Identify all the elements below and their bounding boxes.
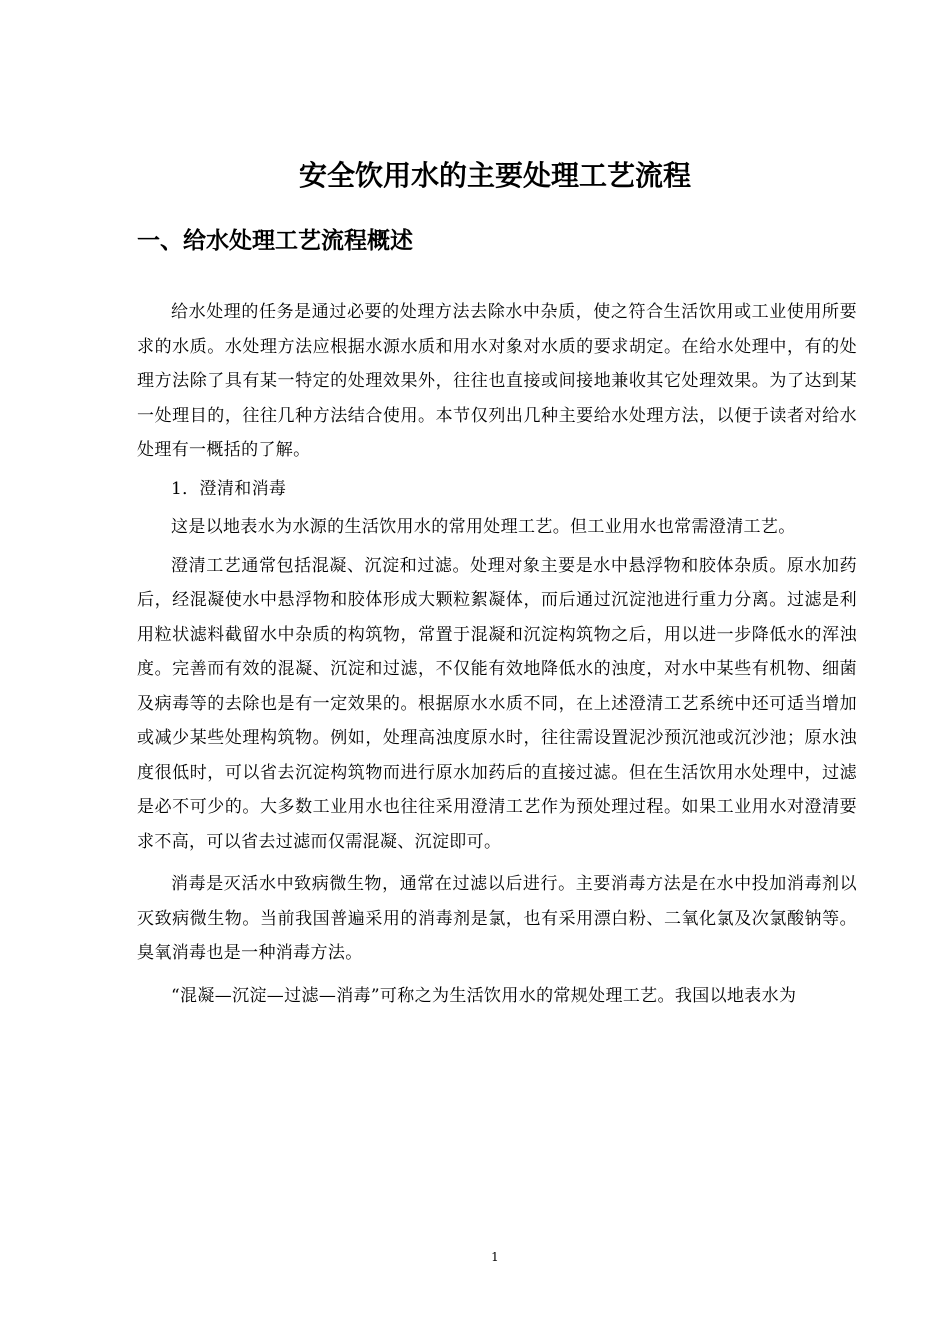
paragraph-disinfection: 消毒是灭活水中致病微生物，通常在过滤以后进行。主要消毒方法是在水中投加消毒剂以灭致病微生物。当前我国普遍采用的消毒剂是氯，也有采用漂白粉、二氧化氯及次氯酸钠等。臭氧消毒也是一种消毒方法。: [137, 874, 857, 963]
body-text: [137, 295, 857, 1013]
document-title: 安全饮用水的主要处理工艺流程: [298, 159, 691, 192]
section-heading: 一、给水处理工艺流程概述: [137, 228, 413, 254]
paragraph-intro: 给水处理的任务是通过必要的处理方法去除水中杂质，使之符合生活饮用或工业使用所要求的水质。水处理方法应根据水源水质和用水对象对水质的要求胡定。在给水处理中，有的处理方法除了具有某一特定的处理效果外，往往也直接或间接地兼收其它处理效果。为了达到某一处理目的，往往几种方法结合使用。本节仅列出几种主要给水处理方法，以便于读者对给水处理有一概括的了解。: [137, 302, 857, 460]
page-number: 1: [491, 1250, 499, 1264]
paragraph-clarification: 澄清工艺通常包括混凝、沉淀和过滤。处理对象主要是水中悬浮物和胶体杂质。原水加药后，经混凝使水中悬浮物和胶体形成大颗粒絮凝体，而后通过沉淀池进行重力分离。过滤是利用粒状滤料截留水中杂质的构筑物，常置于混凝和沉淀构筑物之后，用以进一步降低水的浑浊度。完善而有效的混凝、沉淀和过滤，不仅能有效地降低水的浊度，对水中某些有机物、细菌及病毒等的去除也是有一定效果的。根据原水水质不同，在上述澄清工艺系统中还可适当增加或减少某些处理构筑物。例如，处理高浊度原水时，往往需设置泥沙预沉池或沉沙池；原水浊度很低时，可以省去沉淀构筑物而进行原水加药后的直接过滤。但在生活饮用水处理中，过滤是必不可少的。大多数工业用水也往往采用澄清工艺作为预处理过程。如果工业用水对澄清要求不高，可以省去过滤而仅需混凝、沉淀即可。: [137, 555, 857, 852]
subheading-clarification-disinfection: 1．澄清和消毒: [171, 478, 287, 499]
paragraph-conventional-process: “混凝—沉淀—过滤—消毒”可称之为生活饮用水的常规处理工艺。我国以地表水为: [171, 985, 797, 1006]
paragraph-surface-water: 这是以地表水为水源的生活饮用水的常用处理工艺。但工业用水也常需澄清工艺。: [171, 517, 796, 537]
